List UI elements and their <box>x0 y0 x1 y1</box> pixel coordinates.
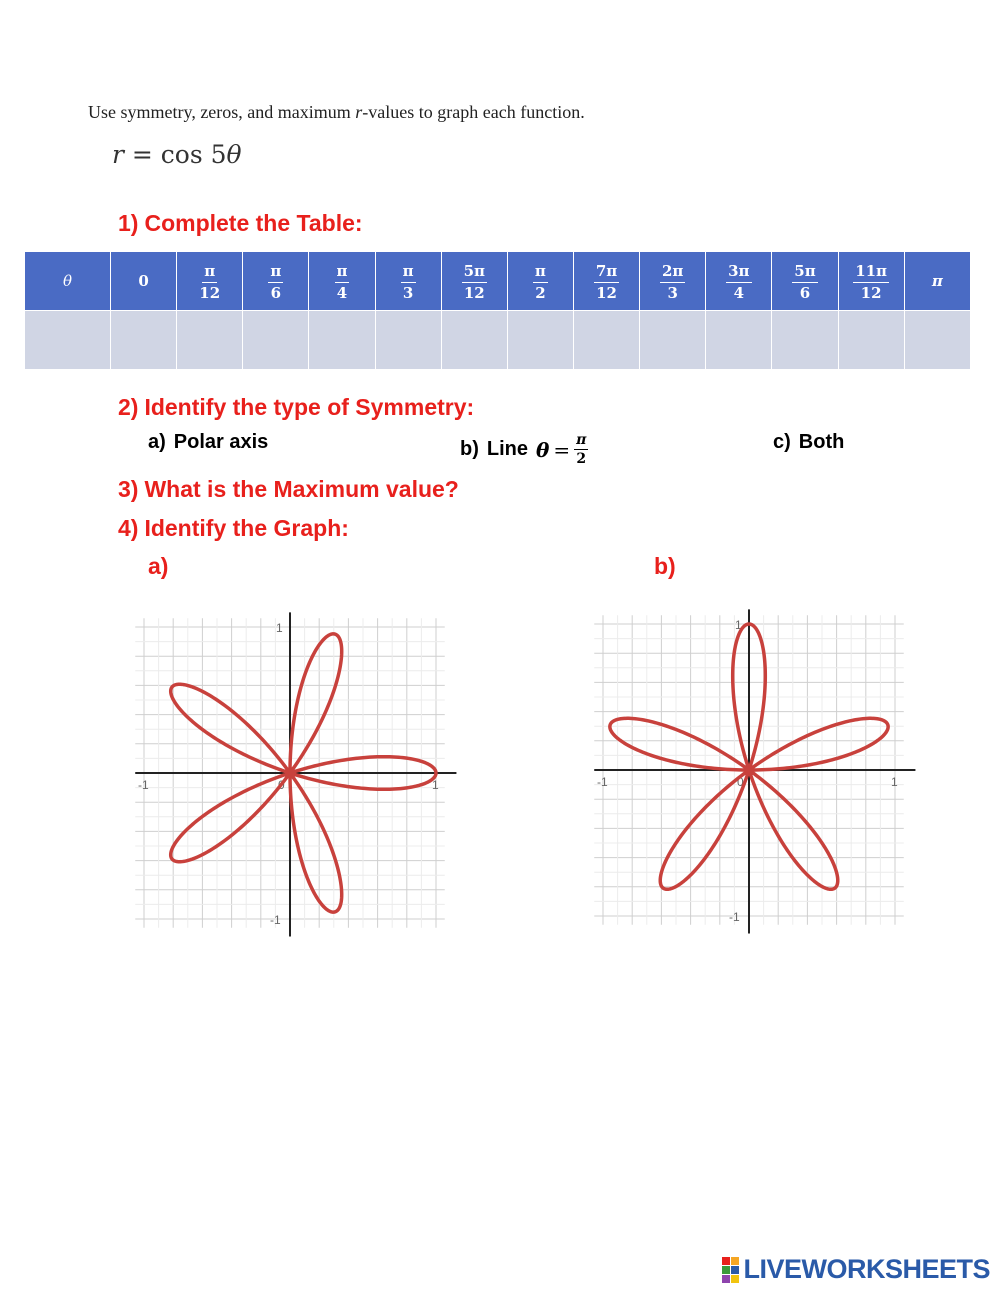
tick-label-y-neg: -1 <box>270 913 281 927</box>
answer-cell-10[interactable] <box>772 311 838 370</box>
fraction-numerator: 3π <box>726 264 751 283</box>
fraction-numerator: 7π <box>594 264 619 283</box>
theta-fraction <box>401 261 416 302</box>
brand-text: LIVEWORKSHEETS <box>743 1254 990 1284</box>
answer-cell-3[interactable] <box>309 311 375 370</box>
graph-a-label: a) <box>148 553 169 579</box>
logo-square <box>731 1275 739 1283</box>
logo-square <box>722 1266 730 1274</box>
tick-label-origin: 0 <box>278 778 285 792</box>
answer-cell-2[interactable] <box>243 311 309 370</box>
fraction-denominator: 2 <box>535 283 546 302</box>
symmetry-option-a[interactable]: a) Polar axis <box>148 431 269 453</box>
theta-header-cell: θ <box>25 252 111 311</box>
fraction-numerator: π <box>533 264 548 283</box>
theta-fraction <box>533 261 548 302</box>
theta-fraction <box>726 261 751 302</box>
symmetry-option-c[interactable]: c) Both <box>773 431 845 453</box>
fraction-denominator: 12 <box>463 283 485 302</box>
answer-cell-7[interactable] <box>573 311 639 370</box>
theta-fraction <box>853 261 889 302</box>
logo-square <box>722 1275 730 1283</box>
theta-header-12 <box>904 252 970 311</box>
tick-label-x-neg: -1 <box>138 778 149 792</box>
theta-header-9 <box>706 252 772 311</box>
theta-header-3 <box>309 252 375 311</box>
fraction-numerator: 5π <box>462 264 487 283</box>
theta-fraction <box>462 261 487 302</box>
tick-label-origin: 0 <box>737 775 744 789</box>
heading-symmetry: 2) Identify the type of Symmetry: <box>118 394 475 420</box>
answer-cell-8[interactable] <box>640 311 706 370</box>
theta-fraction <box>594 261 619 302</box>
answer-cell-0[interactable] <box>111 311 177 370</box>
fraction-numerator: π <box>268 264 283 283</box>
graph-b-label: b) <box>654 553 676 579</box>
heading-identify-graph: 4) Identify the Graph: <box>118 515 349 541</box>
logo-square <box>731 1257 739 1265</box>
fraction-denominator: 3 <box>667 283 678 302</box>
equation: r = cos 5θ <box>112 140 242 169</box>
theta-value: 0 <box>138 272 149 290</box>
symmetry-option-b[interactable]: b) Line θ = $\frac{\pi}{2}$ <box>460 432 587 467</box>
theta-header-5 <box>441 252 507 311</box>
answer-cell-12[interactable] <box>904 311 970 370</box>
graph-b-rose-curve[interactable] <box>589 605 919 935</box>
fraction-denominator: 3 <box>402 283 414 302</box>
theta-table <box>24 251 971 370</box>
tick-label-y-neg: -1 <box>729 910 740 924</box>
theta-header-7 <box>573 252 639 311</box>
theta-header-11 <box>838 252 904 311</box>
theta-header-6 <box>507 252 573 311</box>
theta-fraction <box>199 261 221 302</box>
pi-over-2-fraction: $\frac{\pi}{2}$ <box>576 432 587 467</box>
instruction-text: Use symmetry, zeros, and maximum r-values to graph each function. <box>88 102 585 122</box>
table-answer-row <box>25 311 971 370</box>
fraction-denominator: 6 <box>270 283 282 302</box>
heading-complete-table: 1) Complete the Table: <box>118 210 363 236</box>
liveworksheets-logo <box>722 1254 990 1285</box>
fraction-numerator: π <box>335 264 350 283</box>
fraction-numerator: 11π <box>853 264 889 283</box>
liveworksheets-logo-icon <box>722 1257 739 1283</box>
answer-cell-label <box>25 311 111 370</box>
theta-fraction <box>335 261 350 302</box>
fraction-denominator: 4 <box>336 283 348 302</box>
fraction-denominator: 12 <box>860 283 882 302</box>
logo-square <box>722 1257 730 1265</box>
tick-label-y-pos: 1 <box>735 618 742 632</box>
answer-cell-11[interactable] <box>838 311 904 370</box>
theta-header-8 <box>640 252 706 311</box>
answer-cell-1[interactable] <box>177 311 243 370</box>
table-header-row <box>25 252 971 311</box>
theta-header-2 <box>243 252 309 311</box>
fraction-denominator: 4 <box>733 283 745 302</box>
fraction-denominator: 12 <box>199 283 221 302</box>
fraction-numerator: 5π <box>792 264 817 283</box>
answer-cell-9[interactable] <box>706 311 772 370</box>
fraction-numerator: π <box>401 264 416 283</box>
answer-cell-5[interactable] <box>441 311 507 370</box>
logo-square <box>731 1266 739 1274</box>
theta-header-0 <box>111 252 177 311</box>
theta-header-4 <box>375 252 441 311</box>
fraction-denominator: 6 <box>799 283 811 302</box>
tick-label-x-neg: -1 <box>597 775 608 789</box>
fraction-numerator: 2π <box>660 264 685 283</box>
tick-label-x-pos: 1 <box>432 778 439 792</box>
theta-header-10 <box>772 252 838 311</box>
fraction-numerator: π <box>202 264 217 283</box>
theta-fraction <box>268 261 283 302</box>
fraction-denominator: 12 <box>596 283 617 302</box>
theta-fraction <box>792 261 817 302</box>
tick-label-y-pos: 1 <box>276 621 283 635</box>
answer-cell-6[interactable] <box>507 311 573 370</box>
theta-fraction <box>660 261 685 302</box>
tick-label-x-pos: 1 <box>891 775 898 789</box>
theta-header-1 <box>177 252 243 311</box>
answer-cell-4[interactable] <box>375 311 441 370</box>
heading-maximum: 3) What is the Maximum value? <box>118 476 459 502</box>
graph-a-rose-curve[interactable] <box>130 608 460 938</box>
theta-value: π <box>931 272 943 290</box>
